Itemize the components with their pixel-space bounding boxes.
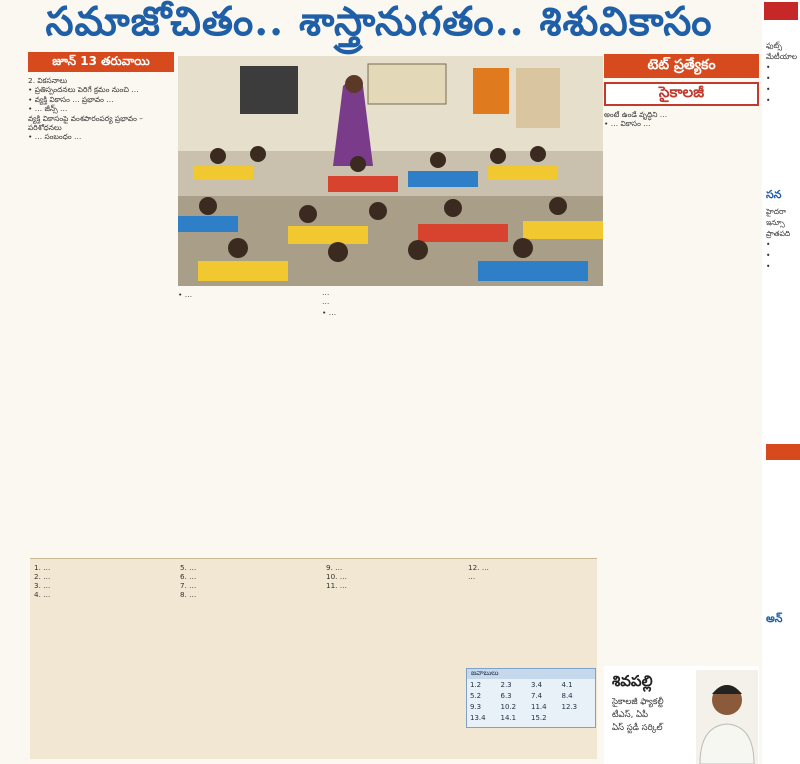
author-name: శివపల్లి (612, 672, 653, 690)
answer-value: 10.2 (500, 703, 517, 711)
date-banner: జూన్ 13 తరువాయి (28, 52, 174, 72)
answer-value: 3.4 (531, 681, 543, 689)
author-role: సైకాలజీ ఫ్యాకల్టీ టీఎస్, ఏపీ ఏస్ స్టడీ సర్కిల్ (612, 697, 664, 733)
classroom-photo (178, 56, 603, 286)
answer-value: 2.3 (500, 681, 512, 689)
psychology-label: సైకాలజీ (604, 82, 759, 106)
headline (0, 0, 758, 52)
answer-value: 9.3 (470, 703, 482, 711)
quiz-section (30, 558, 597, 759)
answer-value: 11.4 (531, 703, 547, 711)
answer-value: 1.2 (470, 681, 482, 689)
strip-heading-1: సన (766, 188, 782, 201)
answer-value: 15.2 (531, 714, 547, 722)
article-column-right: అంటే ఉండే వృద్ధిని … • … వికాసం … (604, 110, 668, 129)
classroom-photo-illustration (178, 56, 603, 286)
answer-value: 5.2 (470, 692, 482, 700)
answer-value: 6.3 (500, 692, 512, 700)
headline-text: సమాజోచితం.. శాస్త్రానుగతం.. శిశువికాసం (45, 0, 713, 45)
article-column-center-a: • … (178, 290, 193, 299)
answer-value: 14.1 (500, 714, 517, 722)
quiz-column-1: 1. … 2. … 3. … 4. … (34, 563, 51, 600)
strip-text-top: ఫుట్స్ మేటీయాల • • • • (766, 41, 798, 105)
author-portrait (696, 670, 758, 764)
photo-caption-column: … … (322, 288, 330, 306)
strip-band (766, 444, 800, 460)
answer-value: 7.4 (531, 692, 543, 700)
quiz-column-4: 12. … … (468, 563, 489, 582)
answer-key-title: జవాబులు (467, 669, 595, 679)
article-column-center-b: • … (322, 308, 337, 317)
answer-value: 8.4 (561, 692, 573, 700)
answer-value: 13.4 (470, 714, 486, 722)
answer-value: 12.3 (561, 703, 578, 711)
quiz-column-2: 5. … 6. … 7. … 8. … (180, 563, 197, 600)
answer-value: 4.1 (561, 681, 573, 689)
article-column-left: 2. వికసనాలు • ప్రతిస్పందనలు పెరిగే క్రమం నుంచి … • వ్యక్తి వికాసం … ప్రభావం … • … జీన్స్ … వ్యక్తి వికాసంపై వంశపారంపర్య ప్రభావం – పరిశోధనలు • … సంబంధం … (28, 76, 143, 142)
tet-special-banner: టెట్ ప్రత్యేకం (604, 54, 759, 78)
answer-key-box (466, 668, 596, 728)
logo-icon (764, 2, 798, 20)
quiz-column-3: 9. … 10. … 11. … (326, 563, 347, 591)
answer-key-grid (467, 679, 595, 725)
strip-heading-2: అన్ (766, 612, 783, 625)
author-box (604, 666, 759, 764)
strip-text-mid: హైదరా ఇన్సూ ప్రాతపది • • • (766, 207, 791, 271)
adjacent-page-strip (762, 0, 800, 764)
